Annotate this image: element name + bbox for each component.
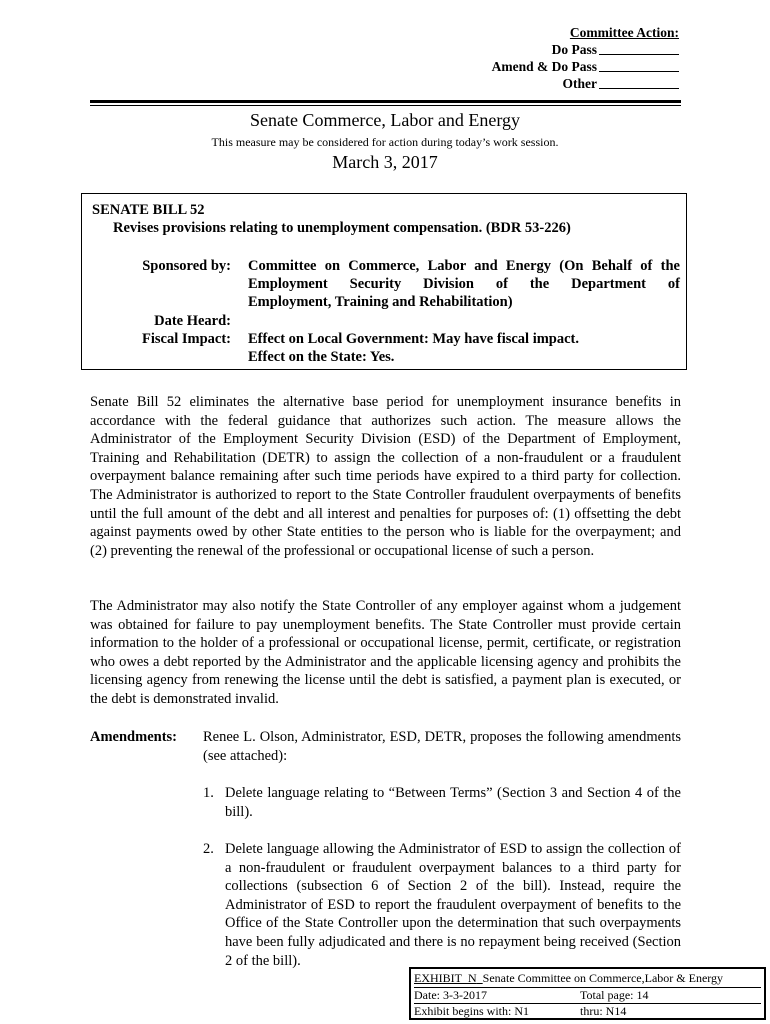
exhibit-thru: thru: N14 [580,1004,627,1018]
amendments-intro: Renee L. Olson, Administrator, ESD, DETR, proposes the following amendments (see attached): [203,729,681,764]
committee-action-label: Do Pass [551,42,597,57]
committee-action-label: Amend & Do Pass [491,59,597,74]
amendments-label: Amendments: [90,729,177,745]
fiscal-local-government: Effect on Local Government: May have fiscal impact. [248,331,580,347]
exhibit-committee: Senate Committee on Commerce,Labor & Energy [482,971,724,985]
amendment-item [203,784,681,821]
committee-action-row [492,41,679,58]
hearing-date: March 3, 2017 [332,152,438,172]
exhibit-label: EXHIBIT N [414,971,477,985]
committee-name: Senate Commerce, Labor and Energy [249,110,521,130]
exhibit-begins-with: Exhibit begins with: N1 [414,1004,529,1018]
amendment-number: 1. [203,785,214,801]
exhibit-letter: N [468,971,477,985]
blank-line [599,75,679,89]
bill-number: SENATE BILL 52 [92,202,205,218]
committee-action-label: Other [562,76,597,91]
header-divider-thick [90,100,681,103]
amendment-text: Delete language allowing the Administrator of ESD to assign the collection of a non-fraudulent or fraudulent overpayment balances to a third party for collections (subsection 6 of Section 2 of the bill). Instead, require the Administrator of ESD to report the fraudulent overpayment of benefits to the Office of the State Controller upon the determination that such overpayments have been fully adjudicated and there is no repayment being received (Section 2 of the bill). [225,841,681,969]
work-session-notice: This measure may be considered for action during today’s work session. [211,135,559,149]
committee-action-row [492,58,679,75]
sponsor-line: Employment, Training and Rehabilitation) [248,294,513,310]
bill-title: Revises provisions relating to unemployment compensation. (BDR 53-226) [113,220,571,236]
exhibit-total-pages: Total page: 14 [580,987,649,1002]
header-divider-thin [90,105,681,106]
exhibit-range-row [414,1004,761,1020]
amendment-text: Delete language relating to “Between Terms” (Section 3 and Section 4 of the bill). [225,785,681,820]
exhibit-date-row [414,988,761,1005]
amendment-number: 2. [203,841,214,857]
exhibit-stamp [409,967,766,1020]
fiscal-state: Effect on the State: Yes. [248,349,395,365]
exhibit-header-row [414,971,761,988]
sponsored-by-label: Sponsored by: [142,258,231,274]
blank-line [599,58,679,72]
committee-action-title: Committee Action: [569,25,679,40]
fiscal-impact-label: Fiscal Impact: [142,331,231,347]
sponsor-line: Committee on Commerce, Labor and Energy (On Behalf of the [248,258,680,274]
blank-line [599,41,679,55]
committee-action-row [492,75,679,92]
sponsor-line: Employment Security Division of the Department of [248,276,680,292]
summary-paragraph: Senate Bill 52 eliminates the alternative base period for unemployment insurance benefits in accordance with the federal guidance that authorizes such action. The measure allows the Administrator of the Employment Security Division (ESD) of the Department of Employment, Training and Rehabilitation (DETR) to assign the collection of a non-fraudulent or a fraudulent overpayment balance remaining after such time periods have expired to a third party for collection. The Administrator is authorized to report to the State Controller fraudulent overpayments of benefits until the full amount of the debt and all interest and penalties for purposes of: (1) offsetting the debt against payments owed by other State entities to the person who is liable for the overpayment; and (2) preventing the renewal of the professional or occupational license of such a person. [90,394,681,559]
date-heard-label: Date Heard: [154,313,231,329]
committee-action-list [492,41,679,92]
amendment-item [203,840,681,970]
exhibit-date: Date: 3-3-2017 [414,987,487,1002]
bill-info-box [81,193,687,370]
summary-paragraph: The Administrator may also notify the State Controller of any employer against whom a judgement was obtained for failure to pay unemployment benefits. The State Controller must provide certain information to the holder of a professional or occupational license, permit, certificate, or registration who owes a debt reported by the Administrator and the applicable licensing agency and prohibits the licensing agency from renewing the license until the debt is satisfied, a payment plan is executed, or the debt is demonstrated invalid. [90,598,681,707]
